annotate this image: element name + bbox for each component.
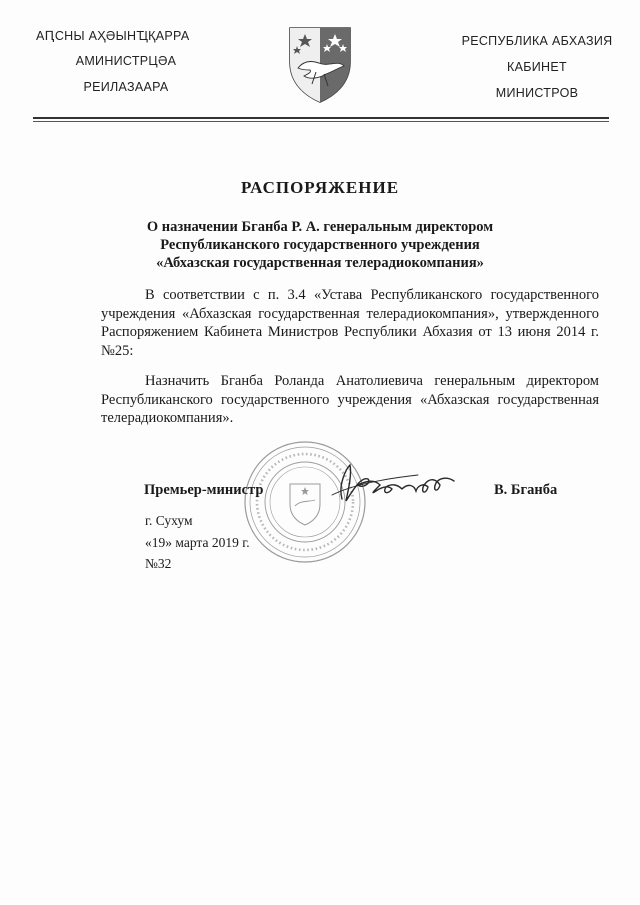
document-number: №32: [145, 556, 172, 571]
subject-line-3: «Абхазская государственная телерадиокомпания»: [156, 255, 484, 271]
paragraph-order: Назначить Бганба Роланда Анатолиевича генеральным директором Республиканского государственного учреждения «Абхазская государственная телерадиокомпания».: [101, 373, 599, 426]
signatory-position: Премьер-министр: [144, 482, 264, 498]
header-left-line-1: АԤСНЫ АҲӘЫНҴҚАРРА: [36, 29, 190, 43]
header-divider-thin: [33, 121, 609, 122]
handwritten-signature: [322, 455, 472, 511]
header-right-line-1: РЕСПУБЛИКА АБХАЗИЯ: [461, 34, 613, 48]
paragraph-basis: В соответствии с п. 3.4 «Устава Республиканского государственного учреждения «Абхазская государственная телерадиокомпания», утвержденного Распоряжением Кабинета Министров Республики Абхазия от 13 июня 2014 г. №25:: [101, 287, 599, 359]
subject-line-1: О назначении Бганба Р. А. генеральным директором: [146, 219, 494, 235]
signatory-name: В. Бганба: [494, 482, 558, 498]
header-left-line-3: РЕИЛАЗААРА: [83, 80, 169, 94]
document-title: РАСПОРЯЖЕНИЕ: [240, 178, 400, 197]
document-date: «19» марта 2019 г.: [145, 535, 250, 550]
header-left-line-2: АМИНИСТРЦӘА: [75, 54, 177, 68]
document-subject: [0, 218, 640, 272]
document-city: г. Сухум: [145, 513, 193, 528]
subject-line-2: Республиканского государственного учреждения: [160, 237, 480, 253]
header-right-line-2: КАБИНЕТ: [507, 60, 567, 74]
coat-of-arms-emblem: [286, 22, 354, 104]
header-divider-thick: [33, 117, 609, 119]
header-right-line-3: МИНИСТРОВ: [495, 86, 579, 100]
